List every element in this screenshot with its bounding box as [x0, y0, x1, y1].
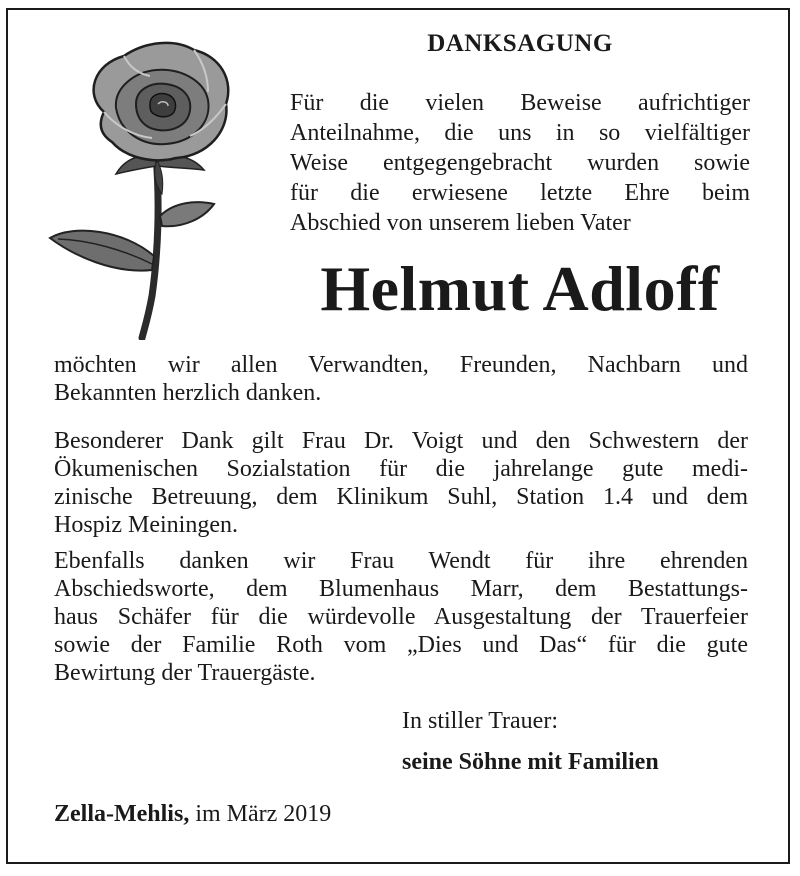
notice-heading: DANKSAGUNG — [427, 30, 613, 57]
paragraph-thanks — [54, 351, 748, 407]
paragraph-line: zinische Betreuung, dem Klinikum Suhl, Station 1.4 und dem — [54, 484, 748, 510]
paragraph-line: möchten wir allen Verwandten, Freunden, Nachbarn und — [54, 352, 748, 378]
paragraph-special-thanks — [54, 427, 748, 539]
place-date — [54, 800, 331, 828]
paragraph-line: Abschiedsworte, dem Blumenhaus Marr, dem Bestattungs- — [54, 576, 748, 602]
intro-line: Für die vielen Beweise aufrichtiger — [290, 90, 750, 116]
intro-line: Anteilnahme, die uns in so vielfältiger — [290, 120, 750, 146]
paragraph-line: Ökumenischen Sozialstation für die jahrelange gute medi- — [54, 456, 748, 482]
intro-line: Weise entgegengebracht wurden sowie — [290, 150, 750, 176]
signature: seine Söhne mit Familien — [402, 749, 659, 775]
paragraph-line: Bewirtung der Trauergäste. — [54, 660, 316, 686]
intro-line: Abschied von unserem lieben Vater — [290, 210, 631, 236]
rose-icon — [44, 34, 274, 340]
date: im März 2019 — [189, 801, 332, 827]
paragraph-line: haus Schäfer für die würdevolle Ausgestaltung der Trauerfeier — [54, 604, 748, 630]
paragraph-line: Ebenfalls danken wir Frau Wendt für ihre ehrenden — [54, 548, 748, 574]
place: Zella-Mehlis, — [54, 801, 190, 827]
paragraph-further-thanks — [54, 547, 748, 687]
deceased-name: Helmut Adloff — [320, 253, 720, 324]
paragraph-line: sowie der Familie Roth vom „Dies und Das“ für die gute — [54, 632, 748, 658]
intro-text — [290, 88, 750, 238]
paragraph-line: Besonderer Dank gilt Frau Dr. Voigt und den Schwestern der — [54, 428, 748, 454]
paragraph-line: Hospiz Meiningen. — [54, 512, 238, 538]
closing-line: In stiller Trauer: — [402, 708, 558, 734]
intro-line: für die erwiesene letzte Ehre beim — [290, 180, 750, 206]
paragraph-line: Bekannten herzlich danken. — [54, 380, 322, 406]
